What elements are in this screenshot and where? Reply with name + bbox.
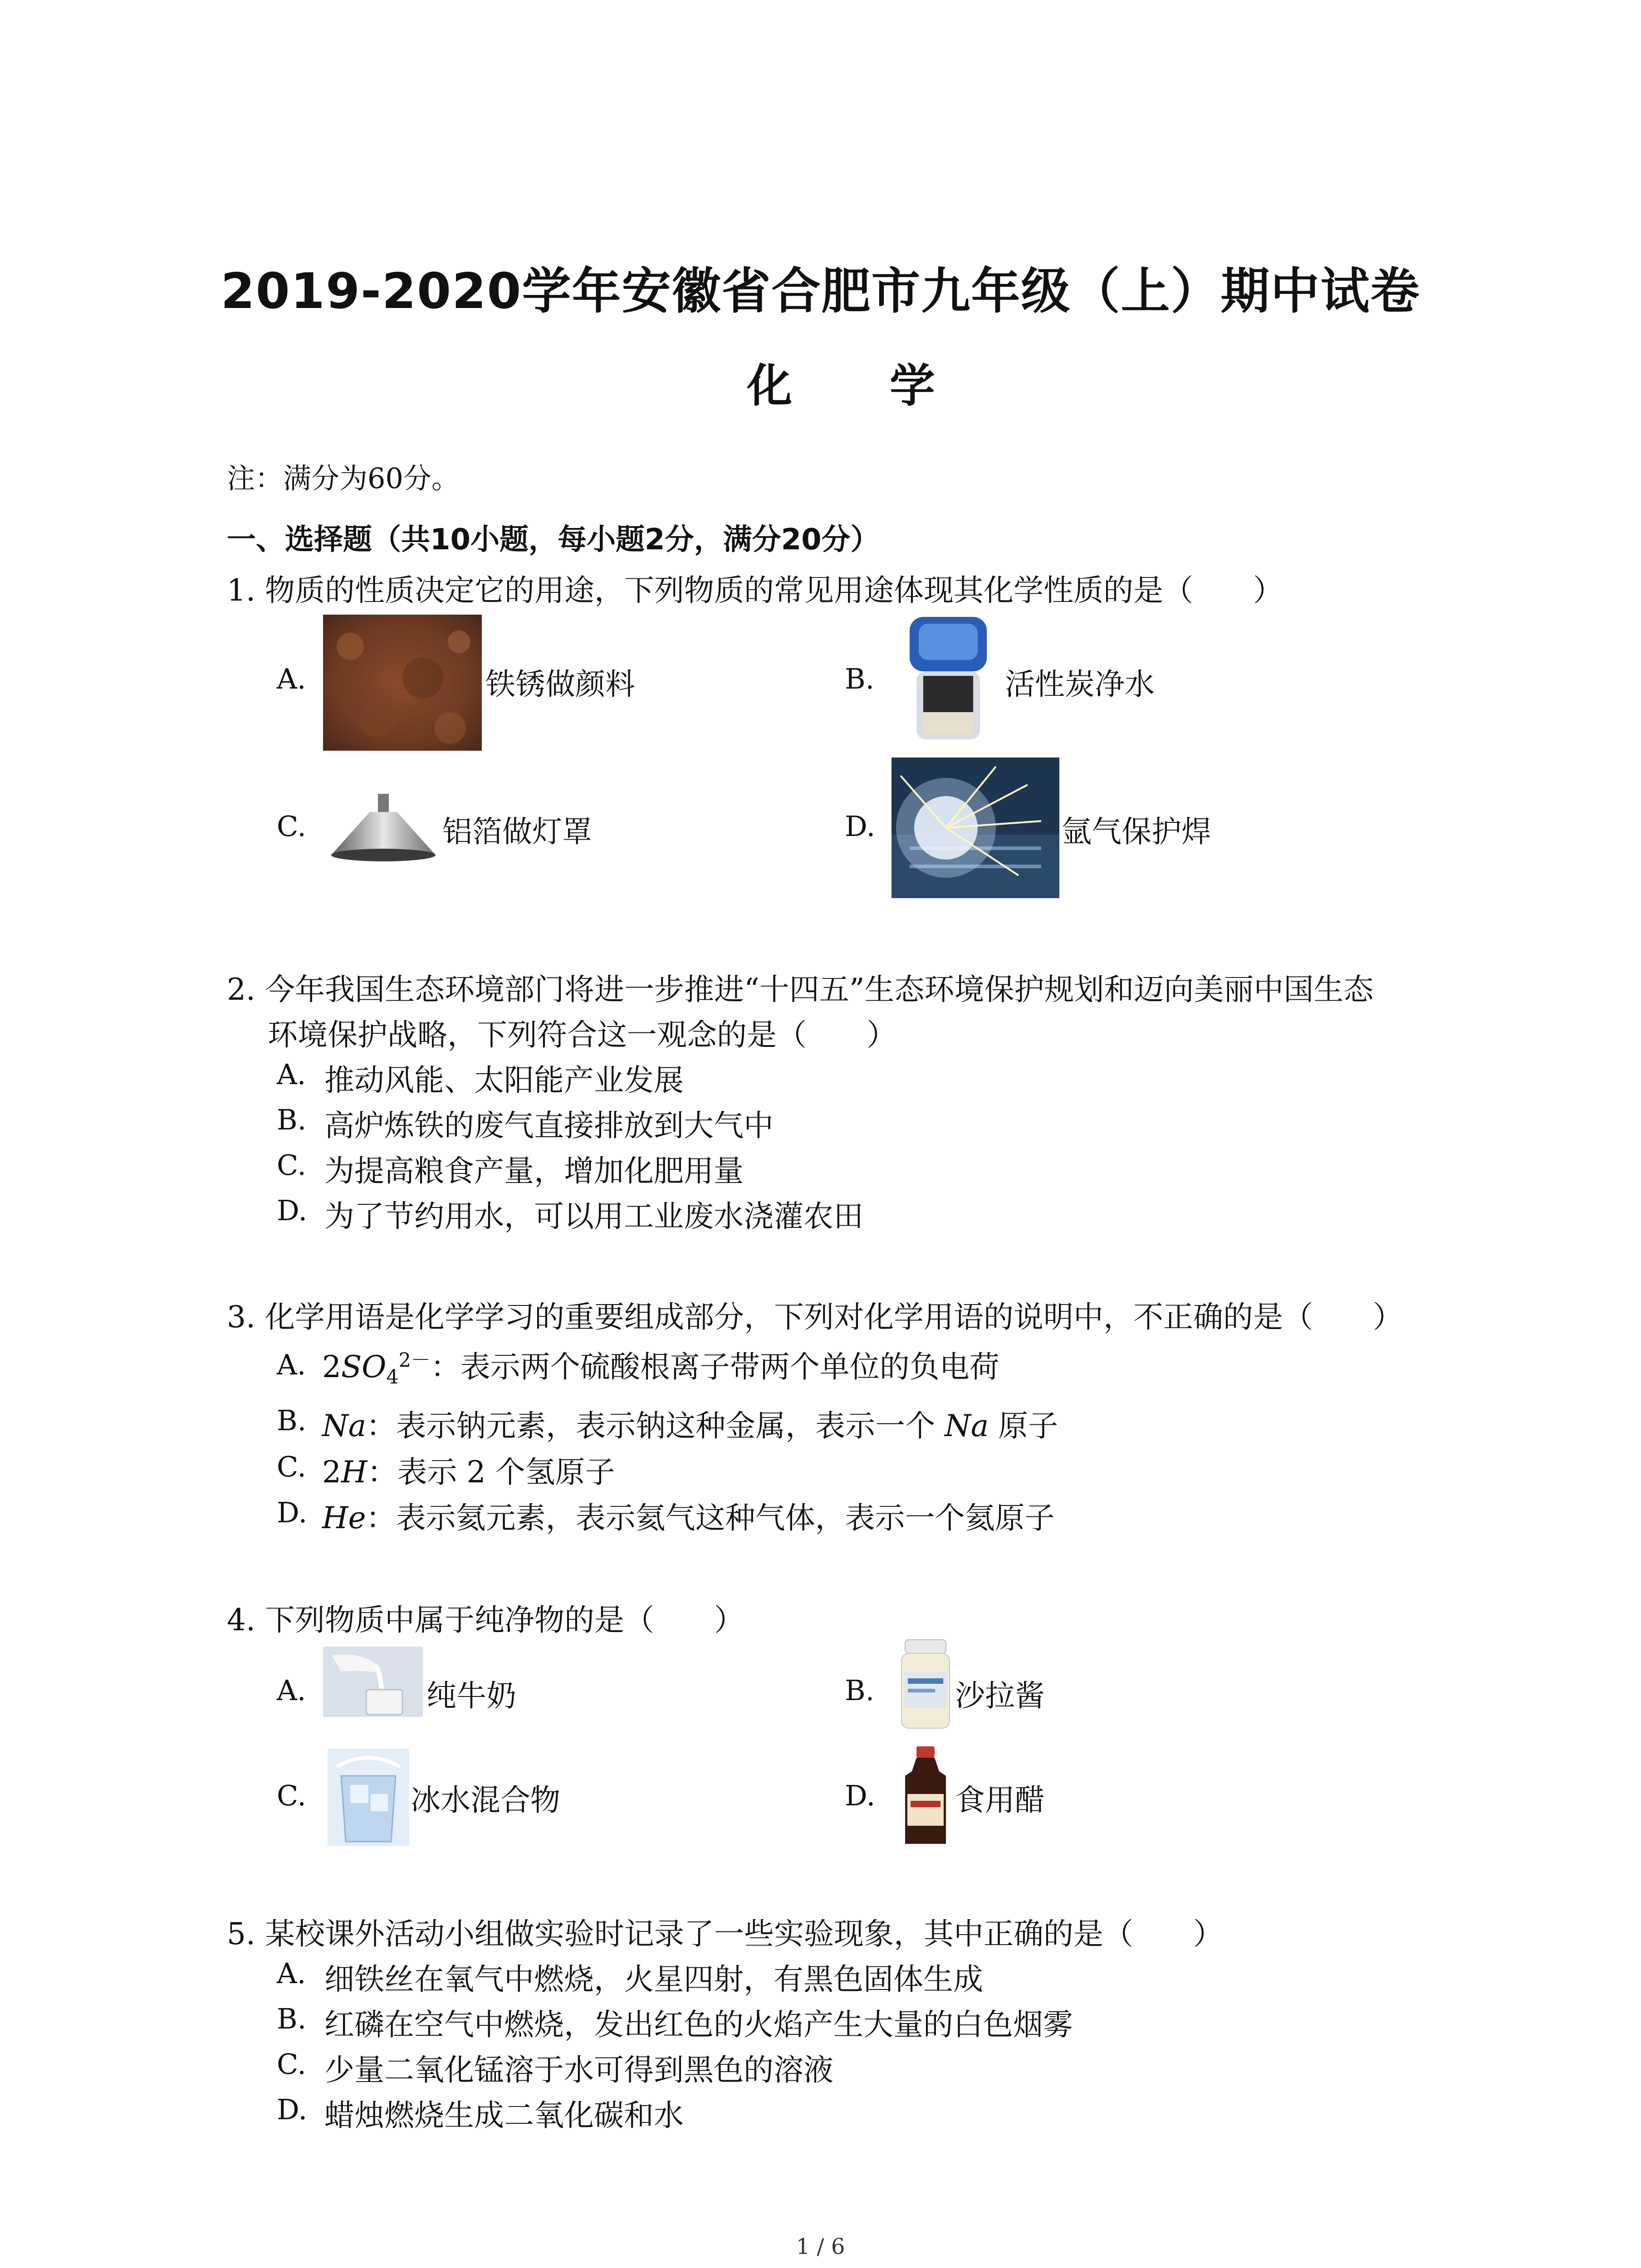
- q2-option-a-text: 推动风能、太阳能产业发展: [324, 1063, 684, 1098]
- q1-option-c-text: 铝箔做灯罩: [442, 814, 592, 849]
- ice-water-image: [328, 1749, 409, 1846]
- q4-option-d-letter: D.: [845, 1779, 876, 1812]
- q4-option-a-letter: A.: [277, 1674, 306, 1707]
- q1-option-a-letter: A.: [277, 662, 306, 695]
- q1-option-d-text: 氩气保护焊: [1062, 814, 1211, 849]
- q3-option-b-letter: B.: [277, 1404, 307, 1437]
- q3-option-a-text: [322, 1343, 999, 1388]
- q3c-coef: 2: [322, 1455, 341, 1490]
- q3b-desc2: 原子: [989, 1408, 1058, 1443]
- q3d-formula: He: [322, 1501, 366, 1535]
- q3-option-c-text: [322, 1448, 615, 1491]
- rust-image: [323, 615, 482, 751]
- salad-jar-image: [896, 1635, 955, 1733]
- question-2-stem-line1: 2. 今年我国生态环境部门将进一步推进“十四五”生态环境保护规划和迈向美丽中国生态: [227, 972, 1374, 1007]
- question-1-stem: 1. 物质的性质决定它的用途，下列物质的常见用途体现其化学性质的是（ ）: [227, 573, 1283, 608]
- q5-option-a-letter: A.: [277, 1957, 306, 1990]
- q3b-formula2: Na: [945, 1408, 989, 1443]
- q3a-sup: 2－: [398, 1349, 431, 1372]
- q1-option-a-text: 铁锈做颜料: [485, 667, 635, 702]
- vinegar-bottle-image: [896, 1744, 955, 1848]
- q3-option-d-text: [322, 1494, 1055, 1537]
- q3a-desc: ：表示两个硫酸根离子带两个单位的负电荷: [430, 1349, 999, 1384]
- q3-option-c-letter: C.: [277, 1450, 306, 1483]
- q5-option-b-letter: B.: [277, 2002, 307, 2035]
- q3a-coef: 2: [322, 1349, 341, 1384]
- q1-option-c-letter: C.: [277, 810, 306, 843]
- q3-option-d-letter: D.: [277, 1496, 308, 1529]
- q2-option-b-text: 高炉炼铁的废气直接排放到大气中: [324, 1108, 774, 1143]
- q2-option-c-text: 为提高粮食产量，增加化肥用量: [324, 1154, 744, 1188]
- q2-option-b-letter: B.: [277, 1103, 307, 1136]
- q1-option-d-letter: D.: [845, 810, 876, 843]
- q4-option-c-text: 冰水混合物: [411, 1783, 560, 1818]
- q4-option-b-text: 沙拉酱: [955, 1678, 1045, 1713]
- welding-image: [892, 758, 1059, 898]
- q5-option-a-text: 细铁丝在氧气中燃烧，火星四射，有黑色固体生成: [324, 1962, 983, 1997]
- q5-option-b-text: 红磷在空气中燃烧，发出红色的火焰产生大量的白色烟雾: [324, 2007, 1073, 2042]
- q3c-formula: H: [341, 1455, 367, 1490]
- question-3-stem: 3. 化学用语是化学学习的重要组成部分，下列对化学用语的说明中，不正确的是（ ）: [227, 1300, 1403, 1334]
- water-filter-image: [892, 608, 1005, 753]
- q5-option-d-text: 蜡烛燃烧生成二氧化碳和水: [324, 2098, 684, 2133]
- q3b-formula: Na: [322, 1408, 367, 1443]
- q4-option-c-letter: C.: [277, 1779, 306, 1812]
- q5-option-c-letter: C.: [277, 2048, 306, 2081]
- q4-option-a-text: 纯牛奶: [426, 1678, 516, 1713]
- q2-option-d-text: 为了节约用水，可以用工业废水浇灌农田: [324, 1199, 863, 1234]
- question-5-stem: 5. 某校课外活动小组做实验时记录了一些实验现象，其中正确的是（ ）: [227, 1916, 1223, 1951]
- q5-option-d-letter: D.: [277, 2093, 308, 2126]
- q3-option-a-letter: A.: [277, 1348, 306, 1381]
- q4-option-b-letter: B.: [845, 1674, 875, 1707]
- q3a-sub: 4: [386, 1366, 399, 1389]
- q2-option-c-letter: C.: [277, 1149, 306, 1182]
- subject-title: 化 学: [747, 359, 976, 412]
- q3d-desc: ：表示氦元素，表示氦气这种气体，表示一个氦原子: [366, 1501, 1055, 1535]
- q1-option-b-letter: B.: [845, 662, 875, 695]
- question-2-stem-line2: 环境保护战略，下列符合这一观念的是（ ）: [268, 1017, 896, 1052]
- q3b-desc: ：表示钠元素，表示钠这种金属，表示一个: [366, 1408, 945, 1443]
- q1-option-b-text: 活性炭净水: [1005, 667, 1155, 702]
- exam-title: 2019-2020学年安徽省合肥市九年级（上）期中试卷: [220, 263, 1421, 320]
- q3a-formula: SO: [341, 1349, 387, 1384]
- page-number: 1 / 6: [796, 2234, 845, 2259]
- q2-option-d-letter: D.: [277, 1194, 308, 1227]
- q4-option-d-text: 食用醋: [955, 1783, 1045, 1818]
- lamp-shade-image: [324, 787, 442, 866]
- section-heading: 一、选择题（共10小题，每小题2分，满分20分）: [227, 523, 880, 557]
- score-note: 注：满分为60分。: [227, 462, 460, 495]
- milk-image: [323, 1647, 423, 1717]
- q3-option-b-text: [322, 1402, 1058, 1445]
- q3c-desc: ：表示 2 个氢原子: [367, 1455, 615, 1490]
- q5-option-c-text: 少量二氧化锰溶于水可得到黑色的溶液: [324, 2053, 833, 2087]
- q2-option-a-letter: A.: [277, 1058, 306, 1091]
- question-4-stem: 4. 下列物质中属于纯净物的是（ ）: [227, 1603, 744, 1637]
